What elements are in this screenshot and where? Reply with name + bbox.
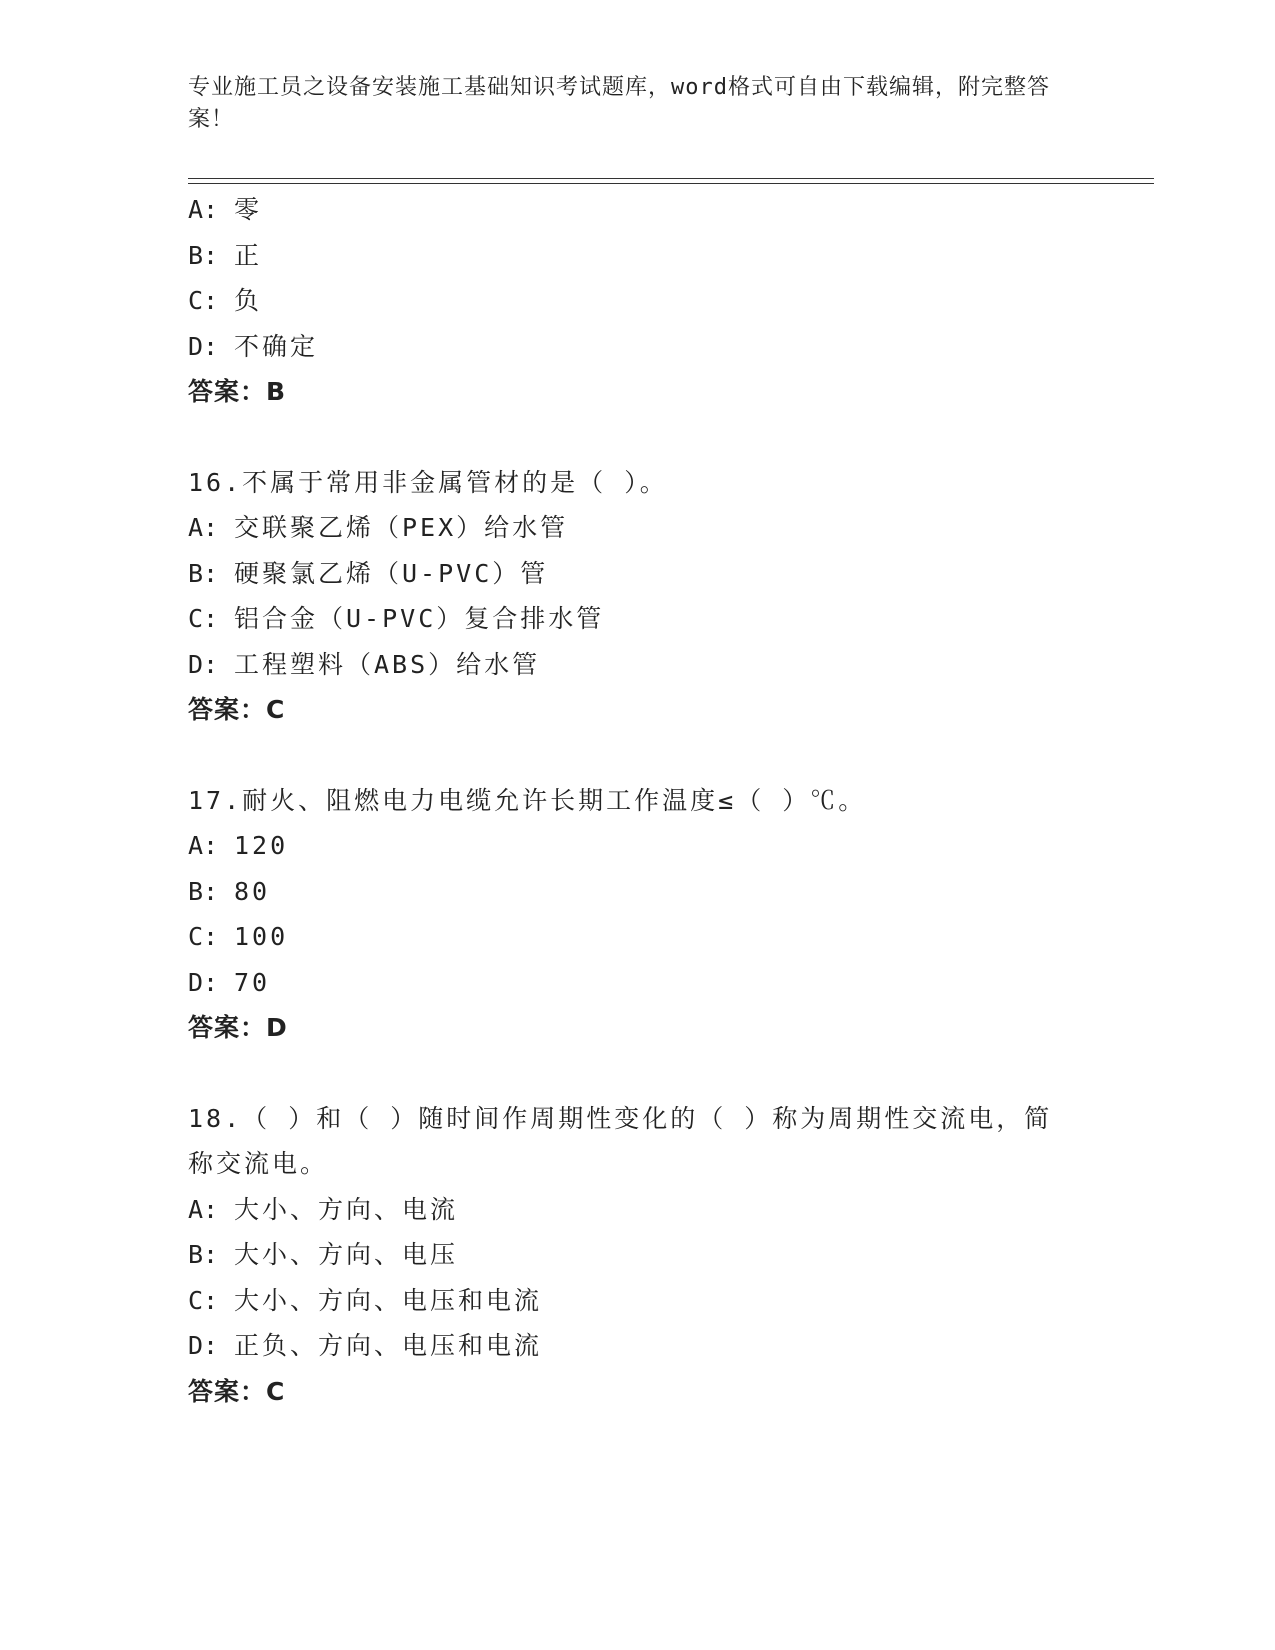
question-15 (188, 187, 1088, 415)
option-a: A: 大小、方向、电流 (188, 1194, 459, 1224)
question-stem: 16.不属于常用非金属管材的是（ ）。 (188, 467, 668, 497)
answer-line: 答案：B (188, 377, 287, 406)
spacer (188, 733, 1088, 778)
option-c: C: 铝合金（U-PVC）复合排水管 (188, 604, 605, 633)
question-stem: 17.耐火、阻燃电力电缆允许长期工作温度≤（ ）℃。 (188, 785, 867, 815)
option-c: C: 100 (188, 922, 289, 951)
option-d: D: 正负、方向、电压和电流 (188, 1331, 543, 1360)
option-b: B: 80 (188, 876, 271, 906)
answer-line: 答案：C (188, 1376, 286, 1406)
question-16 (188, 460, 1088, 733)
spacer (188, 1051, 1088, 1096)
option-c: C: 负 (188, 286, 263, 315)
option-c: C: 大小、方向、电压和电流 (188, 1285, 543, 1315)
answer-line: 答案：D (188, 1013, 288, 1042)
option-a: A: 交联聚乙烯（PEX）给水管 (188, 513, 569, 542)
page-header-title: 专业施工员之设备安装施工基础知识考试题库，word格式可自由下载编辑，附完整答案！ (188, 75, 1050, 132)
header-rule-bottom (188, 183, 1154, 184)
option-d: D: 不确定 (188, 331, 319, 361)
spacer (188, 415, 1088, 460)
option-b: B: 大小、方向、电压 (188, 1240, 459, 1269)
question-18 (188, 1096, 1088, 1415)
option-a: A: 零 (188, 195, 263, 224)
option-b: B: 正 (188, 240, 263, 270)
option-d: D: 工程塑料（ABS）给水管 (188, 649, 541, 679)
option-a: A: 120 (188, 831, 289, 860)
question-stem: 18.（ ）和（ ）随时间作周期性变化的（ ）称为周期性交流电，简称交流电。 (188, 1103, 1053, 1178)
header-rule-top (188, 178, 1154, 179)
option-b: B: 硬聚氯乙烯（U-PVC）管 (188, 558, 549, 588)
option-d: D: 70 (188, 967, 271, 997)
question-17 (188, 778, 1088, 1051)
answer-line: 答案：C (188, 695, 286, 724)
question-list (188, 187, 1088, 1414)
